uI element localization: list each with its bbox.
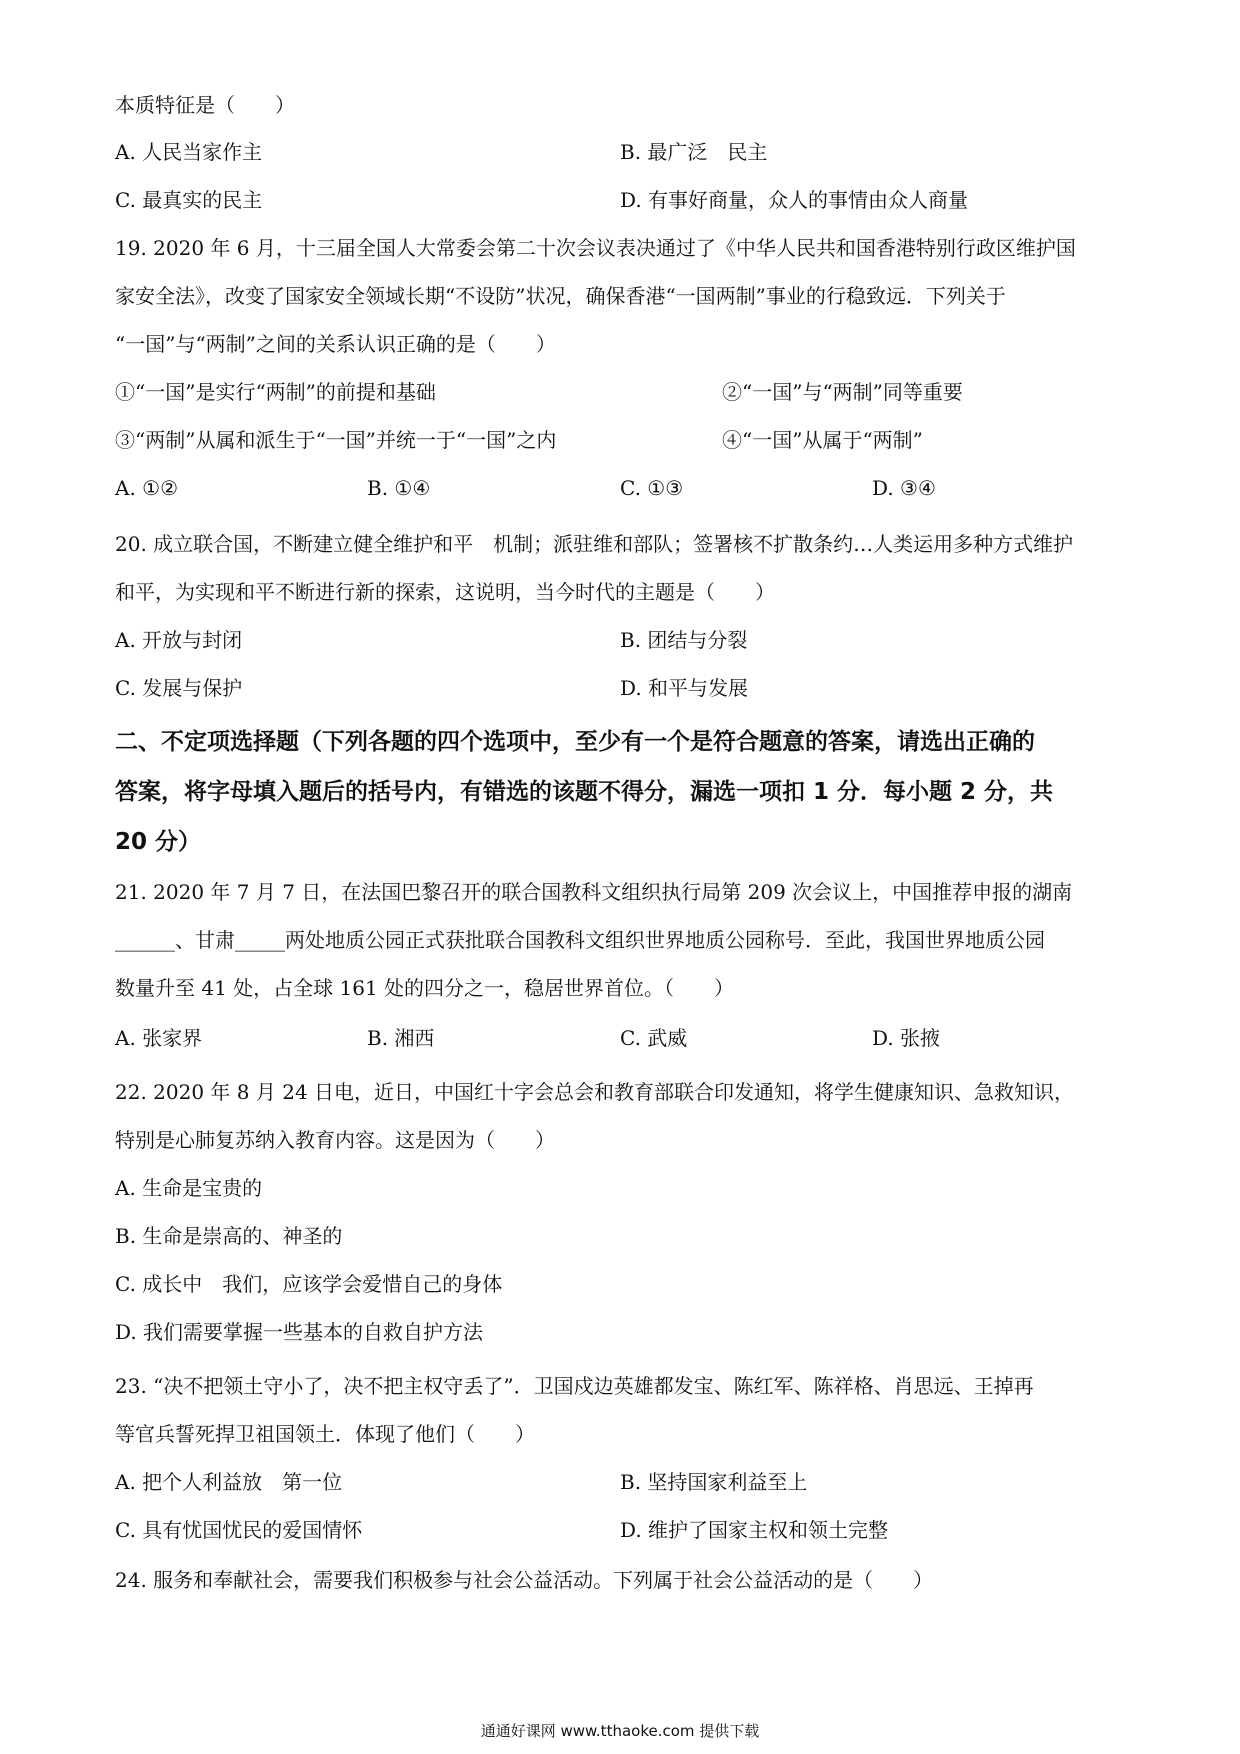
q21-stem-line-3: 数量升至 41 处，占全球 161 处的四分之一，稳居世界首位。（ ） — [115, 976, 735, 1000]
q23-option-d[interactable]: D. 维护了国家主权和领土完整 — [620, 1518, 889, 1542]
q19-option-d[interactable]: D. ③④ — [872, 476, 936, 500]
q18-option-a[interactable]: A. 人民当家作主 — [115, 140, 263, 164]
q19-statement-2: ②“一国”与“两制”同等重要 — [722, 380, 963, 404]
q22-option-a[interactable]: A. 生命是宝贵的 — [115, 1176, 263, 1200]
q20-option-c[interactable]: C. 发展与保护 — [115, 676, 243, 700]
q22-option-c[interactable]: C. 成长中 我们，应该学会爱惜自己的身体 — [115, 1272, 503, 1296]
q19-stem-line-2: 家安全法》，改变了国家安全领域长期“不设防”状况，确保香港“一国两制”事业的行稳致远．下列关于 — [115, 284, 1006, 308]
q22-stem-line-1: 22. 2020 年 8 月 24 日电，近日，中国红十字会总会和教育部联合印发通知，将学生健康知识、急救知识， — [115, 1080, 1075, 1104]
q20-option-a[interactable]: A. 开放与封闭 — [115, 628, 243, 652]
q20-stem-line-2: 和平，为实现和平不断进行新的探索，这说明，当今时代的主题是（ ） — [115, 580, 775, 604]
q19-statement-3: ③“两制”从属和派生于“一国”并统一于“一国”之内 — [115, 428, 557, 452]
q21-option-c[interactable]: C. 武威 — [620, 1026, 688, 1050]
q18-option-c[interactable]: C. 最真实的民主 — [115, 188, 263, 212]
q23-option-c[interactable]: C. 具有忧国忧民的爱国情怀 — [115, 1518, 363, 1542]
q19-option-a[interactable]: A. ①② — [115, 476, 179, 500]
q21-stem-line-2: ______、甘肃_____两处地质公园正式获批联合国教科文组织世界地质公园称号．至此，我国世界地质公园 — [115, 928, 1045, 952]
q18-option-d[interactable]: D. 有事好商量，众人的事情由众人商量 — [620, 188, 969, 212]
q19-option-b[interactable]: B. ①④ — [367, 476, 431, 500]
q22-option-d[interactable]: D. 我们需要掌握一些基本的自救自护方法 — [115, 1320, 484, 1344]
q19-stem-line-3: “一国”与“两制”之间的关系认识正确的是（ ） — [115, 332, 556, 356]
q19-option-c[interactable]: C. ①③ — [620, 476, 684, 500]
q18-stem-cont: 本质特征是（ ） — [115, 93, 295, 117]
q19-stem-line-1: 19. 2020 年 6 月，十三届全国人大常委会第二十次会议表决通过了《中华人民共和国香港特别行政区维护国 — [115, 236, 1076, 260]
q23-option-b[interactable]: B. 坚持国家利益至上 — [620, 1470, 808, 1494]
q23-stem-line-2: 等官兵誓死捍卫祖国领土．体现了他们（ ） — [115, 1422, 535, 1446]
section-2-heading-line-1: 二、不定项选择题（下列各题的四个选项中，至少有一个是符合题意的答案，请选出正确的 — [115, 729, 1035, 755]
section-2-heading-line-3: 20 分） — [115, 829, 202, 855]
section-2-heading-line-2: 答案，将字母填入题后的括号内，有错选的该题不得分，漏选一项扣 1 分．每小题 2 分，共 — [115, 779, 1054, 805]
q20-option-b[interactable]: B. 团结与分裂 — [620, 628, 748, 652]
page-footer: 通通好课网 www.tthaoke.com 提供下载 — [480, 1722, 760, 1740]
q21-option-a[interactable]: A. 张家界 — [115, 1026, 203, 1050]
q24-stem-line-1: 24. 服务和奉献社会，需要我们积极参与社会公益活动。下列属于社会公益活动的是（ ） — [115, 1568, 934, 1592]
q20-option-d[interactable]: D. 和平与发展 — [620, 676, 749, 700]
q23-option-a[interactable]: A. 把个人利益放 第一位 — [115, 1470, 343, 1494]
q21-stem-line-1: 21. 2020 年 7 月 7 日，在法国巴黎召开的联合国教科文组织执行局第 209 次会议上，中国推荐申报的湖南 — [115, 880, 1073, 904]
q20-stem-line-1: 20. 成立联合国，不断建立健全维护和平 机制；派驻维和部队；签署核不扩散条约…人类运用多种方式维护 — [115, 532, 1074, 556]
q22-option-b[interactable]: B. 生命是崇高的、神圣的 — [115, 1224, 343, 1248]
q23-stem-line-1: 23. “决不把领土守小了，决不把主权守丢了”．卫国戍边英雄都发宝、陈红军、陈祥格、肖思远、王掉再 — [115, 1374, 1034, 1398]
q21-option-d[interactable]: D. 张掖 — [872, 1026, 941, 1050]
q19-statement-1: ①“一国”是实行“两制”的前提和基础 — [115, 380, 436, 404]
q19-statement-4: ④“一国”从属于“两制” — [722, 428, 923, 452]
q22-stem-line-2: 特别是心肺复苏纳入教育内容。这是因为（ ） — [115, 1128, 555, 1152]
q21-option-b[interactable]: B. 湘西 — [367, 1026, 435, 1050]
q18-option-b[interactable]: B. 最广泛 民主 — [620, 140, 768, 164]
